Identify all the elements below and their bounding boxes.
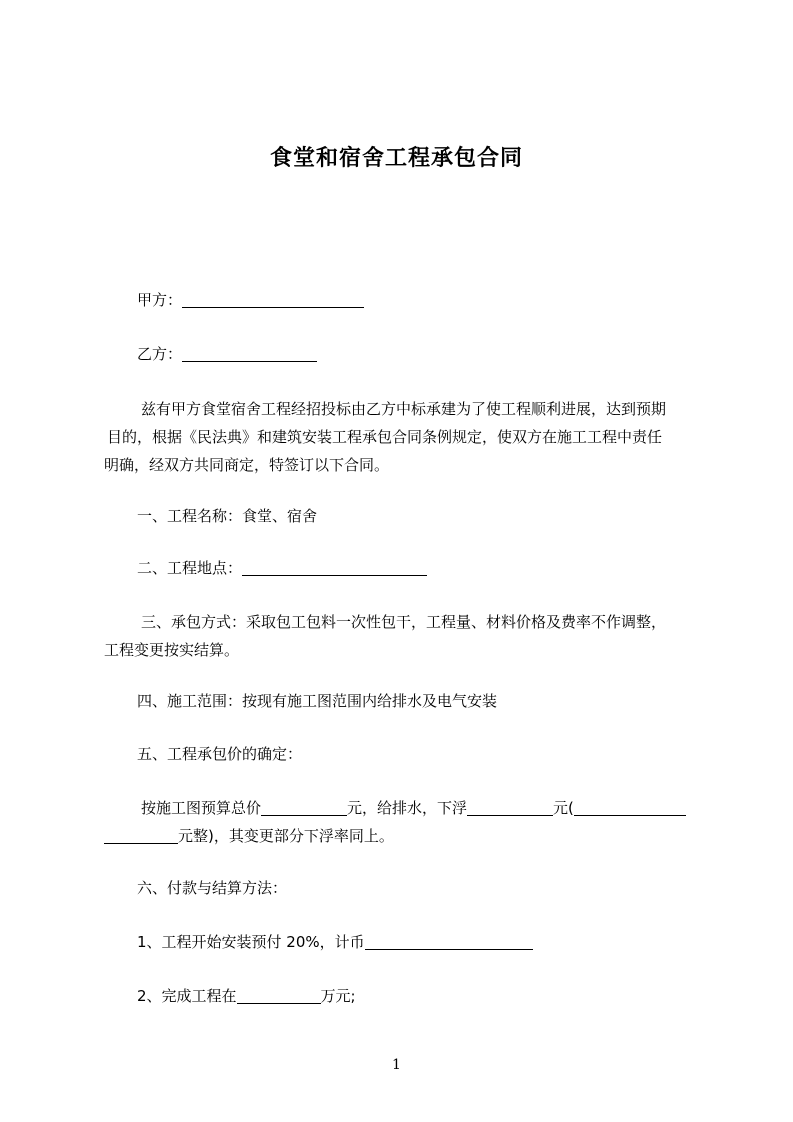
prepayment-blank[interactable] — [365, 933, 533, 950]
clause-6-payment: 六、付款与结算方法： — [137, 879, 288, 897]
party-b-line — [104, 340, 737, 368]
payment-item-2 — [104, 982, 737, 1010]
document-title: 食堂和宿舍工程承包合同 — [269, 146, 523, 171]
price-text-3: 元( — [553, 799, 574, 817]
party-b-blank[interactable] — [182, 345, 317, 362]
price-line-1 — [104, 794, 741, 822]
party-b-label: 乙方： — [137, 345, 183, 363]
price-text-4: 元整)，其变更部分下浮率同上。 — [178, 827, 394, 845]
clause-1-project-name: 一、工程名称：食堂、宿舍 — [137, 507, 318, 525]
amount-words-blank-2[interactable] — [104, 827, 178, 844]
payment-item-1-label: 1、工程开始安装预付 20%，计币 — [137, 933, 365, 951]
clause-2-location — [104, 554, 737, 582]
price-text-2: 元，给排水，下浮 — [347, 799, 468, 817]
clause-4-scope: 四、施工范围：按现有施工图范围内给排水及电气安装 — [137, 692, 498, 710]
clause-5-price: 五、工程承包价的确定： — [137, 745, 303, 763]
completion-amount-blank[interactable] — [237, 987, 321, 1004]
payment-item-1 — [104, 928, 737, 956]
intro-line-1: 兹有甲方食堂宿舍工程经招投标由乙方中标承建为了使工程顺利进展，达到预期 — [141, 400, 667, 418]
page-number: 1 — [392, 1057, 401, 1073]
discount-blank[interactable] — [467, 799, 553, 816]
party-a-line — [104, 286, 737, 314]
payment-item-2-text-2: 万元; — [320, 987, 356, 1005]
party-a-label: 甲方： — [137, 291, 183, 309]
payment-item-2-text-1: 2、完成工程在 — [137, 987, 237, 1005]
clause-3-line-1: 三、承包方式：采取包工包料一次性包干，工程量、材料价格及费率不作调整， — [141, 613, 667, 631]
location-blank[interactable] — [242, 559, 427, 576]
intro-line-2: 目的，根据《民法典》和建筑安装工程承包合同条例规定，使双方在施工工程中责任 — [107, 428, 663, 446]
amount-words-blank-1[interactable] — [574, 799, 686, 816]
price-line-2 — [104, 822, 704, 850]
clause-2-label: 二、工程地点： — [137, 559, 243, 577]
intro-line-3: 明确，经双方共同商定，特签订以下合同。 — [104, 456, 390, 474]
total-price-blank[interactable] — [261, 799, 347, 816]
party-a-blank[interactable] — [182, 291, 364, 308]
price-text-1: 按施工图预算总价 — [141, 799, 262, 817]
clause-3-line-2: 工程变更按实结算。 — [104, 641, 240, 659]
